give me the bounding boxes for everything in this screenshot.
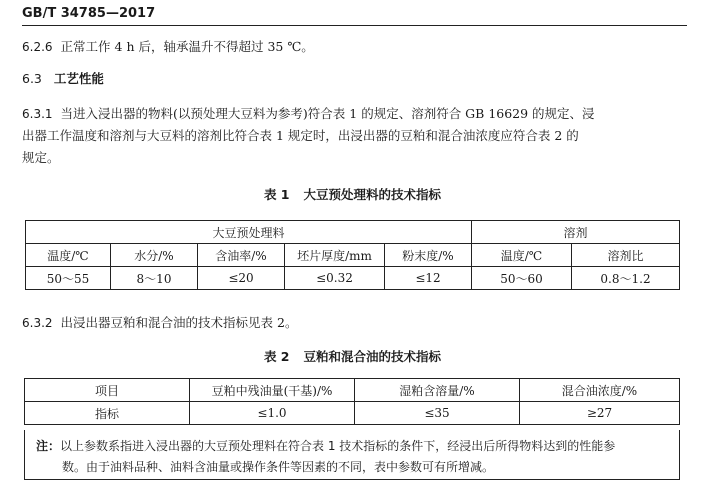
table1-header: 温度/℃: [472, 244, 572, 267]
table2-cell: 指标: [25, 402, 190, 425]
table1-header: 含油率/%: [198, 244, 285, 267]
table2-cell: ≤1.0: [190, 402, 355, 425]
table2-header-row: [25, 379, 680, 402]
table1-cell: ≤12: [385, 267, 472, 290]
standard-number: GB/T 34785—2017: [22, 6, 156, 21]
clause-number: 6.2.6: [22, 40, 53, 54]
table1-cell: ≤0.32: [285, 267, 385, 290]
table1-group-solvent: 溶剂: [472, 221, 680, 244]
clause-text: 出浸出器豆粕和混合油的技术指标见表 2。: [60, 315, 298, 330]
note-label: 注：: [36, 439, 61, 453]
table2-caption-number: 表 2: [263, 349, 290, 364]
table1-header: 粉末度/%: [385, 244, 472, 267]
table1-value-row: [26, 267, 680, 290]
table1-cell: 0.8～1.2: [572, 267, 680, 290]
clause-6-3-1: [22, 103, 682, 169]
note-line-2: 数。由于油料品种、油料含油量或操作条件等因素的不同，表中参数可有所增减。: [62, 460, 495, 474]
table2-note: [24, 430, 680, 480]
table1-cell: ≤20: [198, 267, 285, 290]
section-number: 6.3: [22, 71, 42, 86]
table2-value-row: [25, 402, 680, 425]
table1-cell: 8～10: [111, 267, 198, 290]
clause-line-1: [22, 103, 682, 125]
table1-header: 温度/℃: [26, 244, 111, 267]
table2-header: 豆粕中残油量(干基)/%: [190, 379, 355, 402]
table2-cell: ≤35: [355, 402, 520, 425]
table2-header: 混合油浓度/%: [520, 379, 680, 402]
table1-group-soy: 大豆预处理料: [26, 221, 472, 244]
table1-caption: [0, 185, 705, 203]
note-text: 以上参数系指进入浸出器的大豆预处理料在符合表 1 技术指标的条件下，经浸出后所得物料达到的性能参: [60, 439, 616, 453]
table1-header: 溶剂比: [572, 244, 680, 267]
table1-cell: 50～60: [472, 267, 572, 290]
section-title: 工艺性能: [53, 71, 104, 86]
clause-text: 正常工作 4 h 后，轴承温升不得超过 35 ℃。: [60, 39, 314, 54]
table1-header-row: [26, 244, 680, 267]
table2: [24, 378, 680, 425]
clause-text-line: 当进入浸出器的物料(以预处理大豆料为参考)符合表 1 的规定、溶剂符合 GB 16629 的规定、浸: [60, 106, 595, 121]
table1-cell: 50～55: [26, 267, 111, 290]
table2-cell: ≥27: [520, 402, 680, 425]
clause-number: 6.3.2: [22, 316, 53, 330]
clause-line-3: 规定。: [22, 150, 60, 165]
section-6-3-heading: [22, 68, 682, 90]
table1-header: 水分/%: [111, 244, 198, 267]
table1-header: 坯片厚度/mm: [285, 244, 385, 267]
table1-caption-number: 表 1: [263, 187, 290, 202]
table1: [25, 220, 680, 290]
clause-line-2: 出器工作温度和溶剂与大豆料的溶剂比符合表 1 规定时，出浸出器的豆粕和混合油浓度应符合表 2 的: [22, 128, 579, 143]
table2-header: 项目: [25, 379, 190, 402]
header-rule: [22, 25, 687, 26]
note-line-1: [36, 436, 669, 457]
table2-header: 湿粕含溶量/%: [355, 379, 520, 402]
table2-caption-title: 豆粕和混合油的技术指标: [303, 349, 442, 364]
clause-number: 6.3.1: [22, 107, 53, 121]
table2-caption: [0, 347, 705, 365]
table1-caption-title: 大豆预处理料的技术指标: [303, 187, 442, 202]
clause-6-2-6: [22, 36, 682, 58]
clause-6-3-2: [22, 312, 682, 334]
table1-group-row: [26, 221, 680, 244]
